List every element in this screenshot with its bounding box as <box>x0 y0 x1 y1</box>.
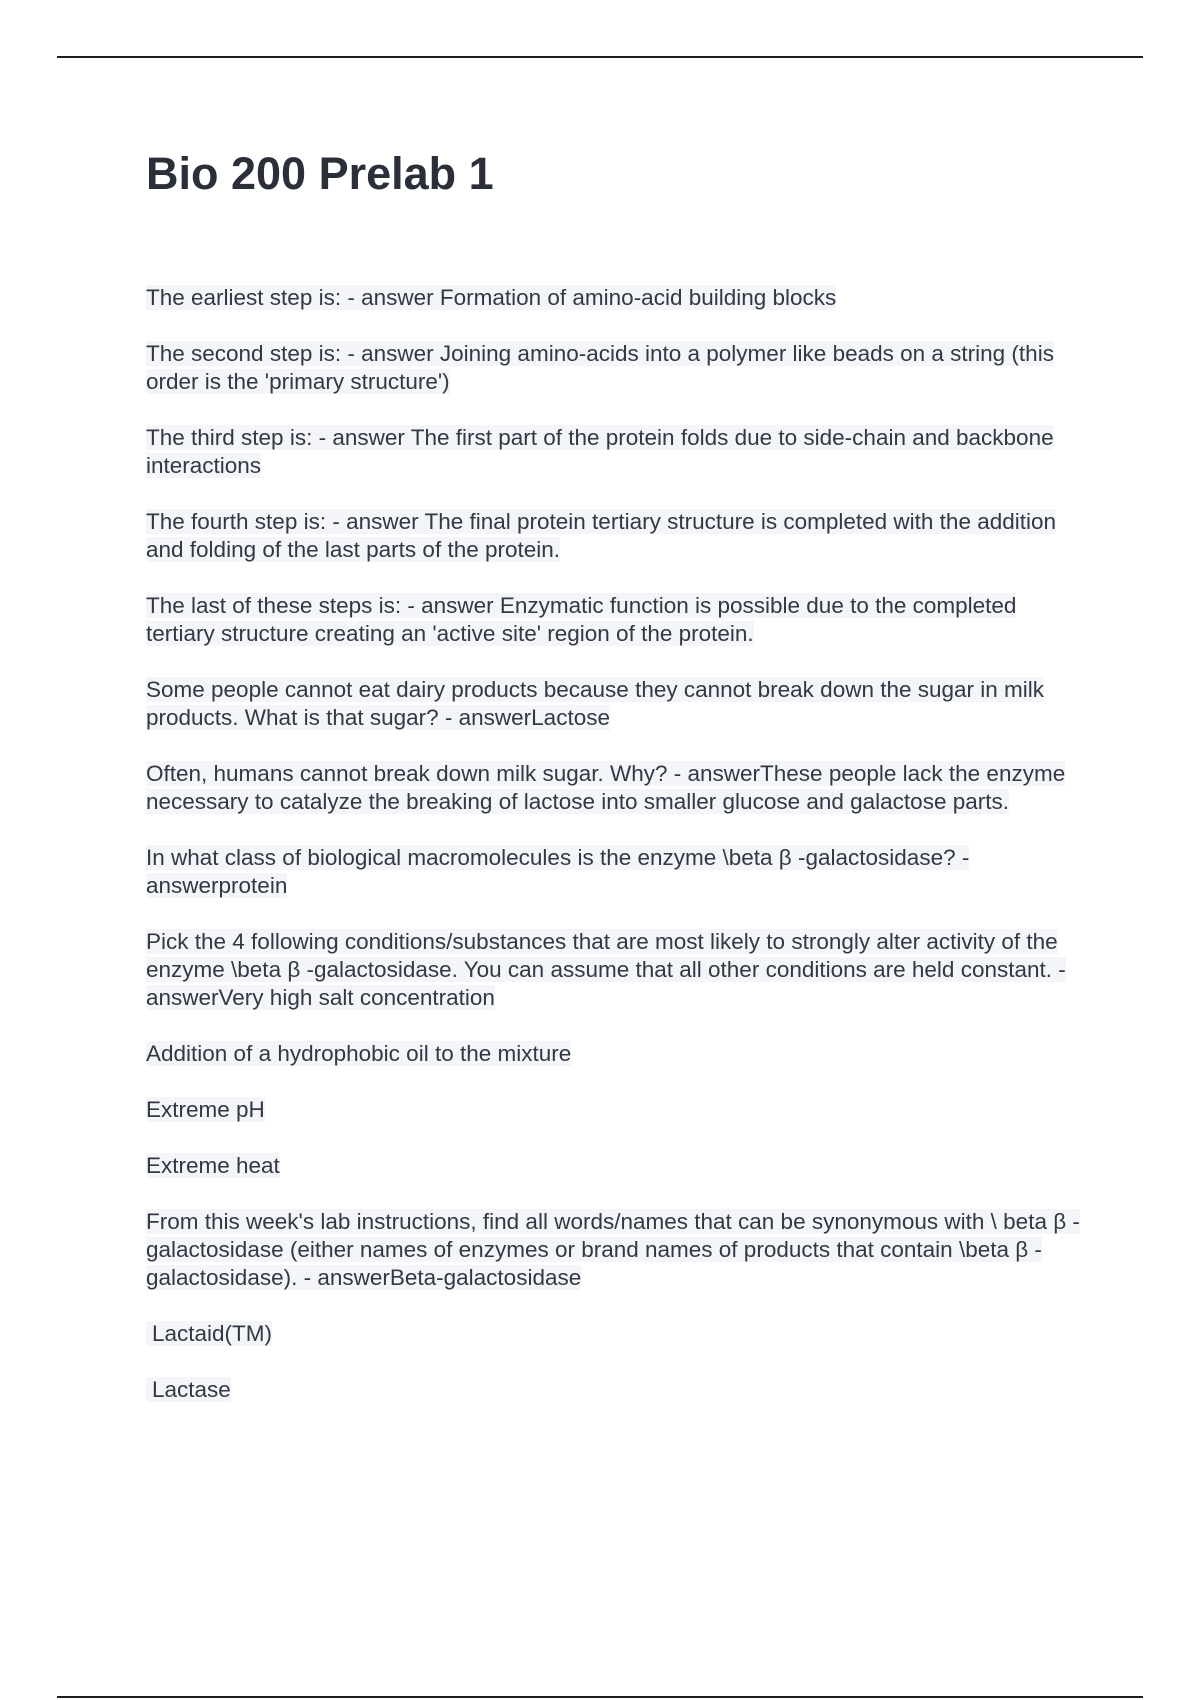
qa-paragraph <box>146 760 1091 816</box>
answer-text: Addition of a hydrophobic oil to the mixture <box>146 1041 572 1066</box>
qa-paragraph <box>146 508 1091 564</box>
qa-paragraph <box>146 844 1091 900</box>
qa-paragraph <box>146 928 1091 1012</box>
answer-text: Lactaid(TM) <box>146 1321 272 1346</box>
qa-text: Often, humans cannot break down milk sugar. Why? - answerThese people lack the enzyme necessary to catalyze the breaking of lactose into smaller glucose and galactose parts. <box>146 761 1066 814</box>
qa-text: From this week's lab instructions, find all words/names that can be synonymous with \ beta β -galactosidase (either names of enzymes or brand names of products that contain \beta β -galactosidase). - answerBeta-galactosidase <box>146 1209 1080 1290</box>
qa-text: Pick the 4 following conditions/substances that are most likely to strongly alter activity of the enzyme \beta β -galactosidase. You can assume that all other conditions are held constant. - answerVery high salt concentration <box>146 929 1066 1010</box>
answer-item <box>146 1096 1091 1124</box>
qa-paragraph <box>146 340 1091 396</box>
top-divider <box>57 56 1143 58</box>
answer-item <box>146 1376 1091 1404</box>
answer-text: Lactase <box>146 1377 231 1402</box>
qa-text: The second step is: - answer Joining amino-acids into a polymer like beads on a string (this order is the 'primary structure') <box>146 341 1054 394</box>
qa-text: The third step is: - answer The first part of the protein folds due to side-chain and backbone interactions <box>146 425 1054 478</box>
answer-text: Extreme pH <box>146 1097 265 1122</box>
bottom-divider <box>57 1696 1143 1698</box>
qa-text: Some people cannot eat dairy products because they cannot break down the sugar in milk products. What is that sugar? - answerLactose <box>146 677 1045 730</box>
answer-item <box>146 1040 1091 1068</box>
qa-text: The last of these steps is: - answer Enzymatic function is possible due to the completed tertiary structure creating an 'active site' region of the protein. <box>146 593 1017 646</box>
answer-item <box>146 1152 1091 1180</box>
qa-text: The earliest step is: - answer Formation of amino-acid building blocks <box>146 285 837 310</box>
qa-paragraph <box>146 1208 1091 1292</box>
qa-text: In what class of biological macromolecules is the enzyme \beta β -galactosidase? - answerprotein <box>146 845 970 898</box>
qa-paragraph <box>146 676 1091 732</box>
qa-paragraph <box>146 284 1091 312</box>
qa-text: The fourth step is: - answer The final protein tertiary structure is completed with the addition and folding of the last parts of the protein. <box>146 509 1057 562</box>
page-title: Bio 200 Prelab 1 <box>146 148 494 199</box>
qa-paragraph <box>146 592 1091 648</box>
qa-paragraph <box>146 424 1091 480</box>
answer-text: Extreme heat <box>146 1153 280 1178</box>
qa-content <box>146 284 1091 1432</box>
answer-item <box>146 1320 1091 1348</box>
